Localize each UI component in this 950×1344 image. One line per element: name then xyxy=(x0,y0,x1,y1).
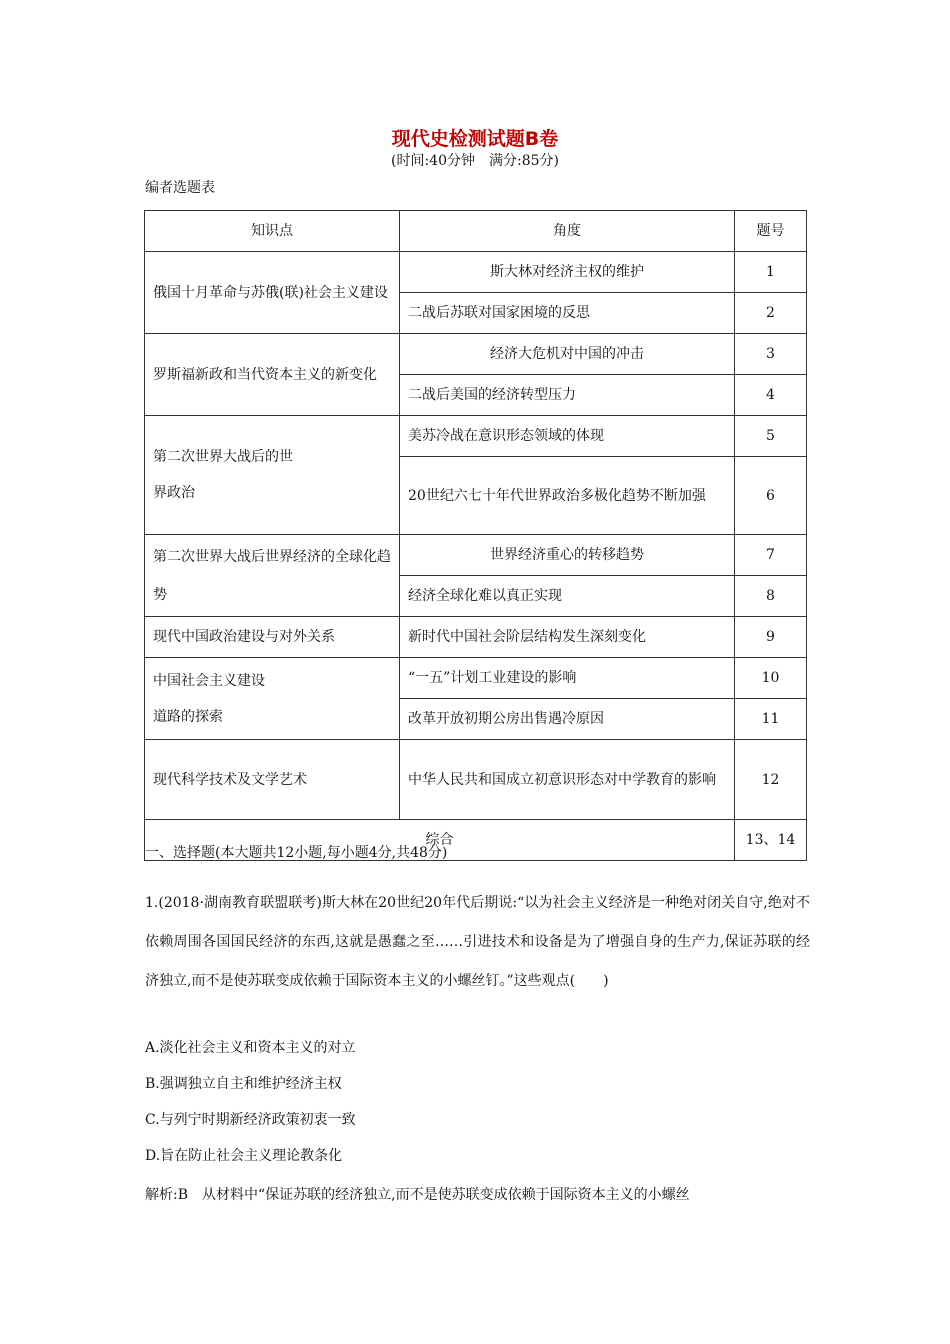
angle-cell: 世界经济重心的转移趋势 xyxy=(400,535,735,576)
exam-time-score: (时间:40分钟 满分:85分) xyxy=(391,153,559,169)
angle-cell: 经济全球化难以真正实现 xyxy=(400,576,735,617)
angle-cell: “一五”计划工业建设的影响 xyxy=(400,658,735,699)
table-row xyxy=(145,740,807,820)
header-number: 题号 xyxy=(735,211,807,252)
option-b: B.强调独立自主和维护经济主权 xyxy=(145,1076,342,1092)
topic-cell xyxy=(145,416,400,535)
table-row xyxy=(145,252,807,293)
header-topic: 知识点 xyxy=(145,211,400,252)
number-cell: 8 xyxy=(735,576,807,617)
number-cell: 6 xyxy=(735,457,807,535)
topic-cell: 第二次世界大战后世界经济的全球化趋势 xyxy=(145,535,400,617)
topic-cell xyxy=(145,658,400,740)
option-a: A.淡化社会主义和资本主义的对立 xyxy=(145,1040,356,1056)
number-cell: 3 xyxy=(735,334,807,375)
table-row xyxy=(145,416,807,457)
number-cell: 5 xyxy=(735,416,807,457)
table-caption: 编者选题表 xyxy=(145,180,215,196)
angle-cell: 中华人民共和国成立初意识形态对中学教育的影响 xyxy=(400,740,735,820)
angle-cell: 二战后美国的经济转型压力 xyxy=(400,375,735,416)
table-row xyxy=(145,535,807,576)
topic-text: 中国社会主义建设道路的探索 xyxy=(153,672,265,725)
topic-cell: 俄国十月革命与苏俄(联)社会主义建设 xyxy=(145,252,400,334)
page-title: 现代史检测试题B卷 xyxy=(391,128,559,150)
summary-number: 13、14 xyxy=(735,820,807,861)
angle-cell: 二战后苏联对国家困境的反思 xyxy=(400,293,735,334)
number-cell: 1 xyxy=(735,252,807,293)
section-heading: 一、选择题(本大题共12小题,每小题4分,共48分) xyxy=(145,845,448,861)
option-d: D.旨在防止社会主义理论教条化 xyxy=(145,1148,343,1164)
table-row xyxy=(145,334,807,375)
number-cell: 7 xyxy=(735,535,807,576)
table-header-row xyxy=(145,211,807,252)
topic-cell: 罗斯福新政和当代资本主义的新变化 xyxy=(145,334,400,416)
header-angle: 角度 xyxy=(400,211,735,252)
table-row xyxy=(145,617,807,658)
number-cell: 4 xyxy=(735,375,807,416)
angle-cell: 斯大林对经济主权的维护 xyxy=(400,252,735,293)
angle-cell: 改革开放初期公房出售遇冷原因 xyxy=(400,699,735,740)
angle-cell: 经济大危机对中国的冲击 xyxy=(400,334,735,375)
number-cell: 2 xyxy=(735,293,807,334)
option-c: C.与列宁时期新经济政策初衷一致 xyxy=(145,1112,356,1128)
number-cell: 11 xyxy=(735,699,807,740)
table-row xyxy=(145,658,807,699)
number-cell: 12 xyxy=(735,740,807,820)
answer-analysis: 解析:B 从材料中“保证苏联的经济独立,而不是使苏联变成依赖于国际资本主义的小螺丝 xyxy=(145,1187,690,1203)
angle-cell: 新时代中国社会阶层结构发生深刻变化 xyxy=(400,617,735,658)
question-stem: 1.(2018·湖南教育联盟联考)斯大林在20世纪20年代后期说:“以为社会主义经济是一种绝对闭关自守,绝对不依赖周围各国国民经济的东西,这就是愚蠢之至……引进技术和设备是为了增强自身的生产力,保证苏联的经济独立,而不是使苏联变成依赖于国际资本主义的小螺丝钉。”这些观点( ) xyxy=(145,895,810,989)
number-cell: 10 xyxy=(735,658,807,699)
number-cell: 9 xyxy=(735,617,807,658)
angle-cell: 20世纪六七十年代世界政治多极化趋势不断加强 xyxy=(400,457,735,535)
topic-cell: 现代科学技术及文学艺术 xyxy=(145,740,400,820)
summary-label: 综合 xyxy=(145,820,735,861)
topic-cell: 现代中国政治建设与对外关系 xyxy=(145,617,400,658)
topic-text: 第二次世界大战后的世界政治 xyxy=(153,449,293,501)
question-selection-table xyxy=(144,210,807,861)
angle-cell: 美苏冷战在意识形态领域的体现 xyxy=(400,416,735,457)
